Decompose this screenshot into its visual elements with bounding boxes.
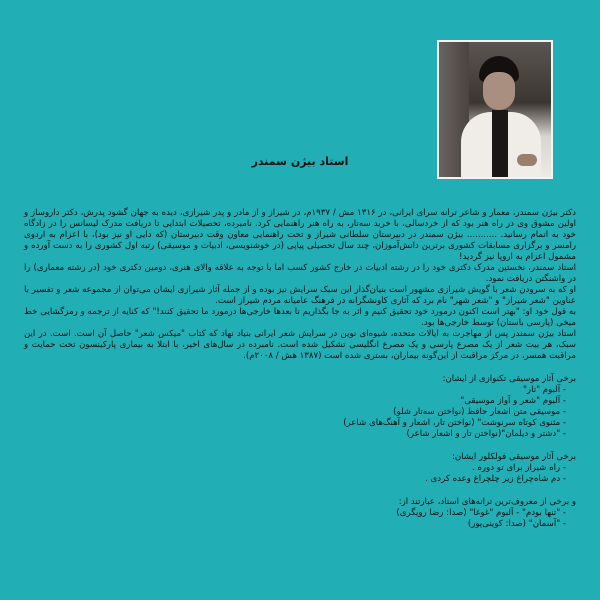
works-list [24, 508, 576, 530]
portrait-photo [437, 40, 553, 179]
list-item: - آلبوم "تار" [24, 385, 566, 396]
section-title: برخی آثار موسیقی فولکلور ایشان: [451, 452, 576, 462]
list-item: - "تنها بودم" - آلبوم "غوغا" (صدا: رضا رویگری) [24, 508, 566, 519]
list-item: - مثنوی کوتاه سرنوشت" (نواختن تار، اشعار و آهنگ‌های شاعر) [24, 418, 566, 429]
list-item: - موسیقی متن اشعار حافظ (نواختن سه‌تار شلو) [24, 407, 566, 418]
bio-paragraph: او که به سرودن شعر با گویش شیرازی مشهور است بنیان‌گذار این سبک سرایش نیز بوده و از جمله آثار شیرازی ایشان می‌توان از مجموعه شعر و تفسیر با عناوین "شعر شیراز" و "شعر شهر" نام برد که آثاری کاونشگرانه در فرهنگ عامیانه مردم شیراز است. [24, 285, 576, 306]
bio-paragraph: استاد بیژن سمندر پس از مهاجرت به ایالات متحده، شیوه‌ای نوین در سرایش شعر ایرانی بنیاد نهاد که کتاب "میکس شعر" حاصل آن است. است. در این سبک، هر بیت شعر از یک مصرع پارسی و یک مصرع انگلیسی تشکیل شده است. نامبرده در سال‌های اخیر، با ابتلا به بیماری پارکینسون تحت حمایت و مراقبت همسر، در مرکز مراقبت از این‌گونه بیماران، بستری شده است (۱۳۸۷ هش / ۲۰۰۸م). [24, 329, 576, 361]
works-list [24, 463, 576, 485]
list-item: - "آسمان" (صدا: کوینی‌پور) [24, 519, 566, 530]
page-title: استاد بیژن سمندر [251, 155, 349, 168]
list-item: - "دشتر و دیلمان"(نواختن تار و اشعار شاعر) [24, 429, 566, 440]
works-section-songs [24, 497, 576, 530]
section-title: و برخی از معروف‌ترین ترانه‌های استاد، عبارتند از: [398, 497, 576, 507]
list-item: - راه شیراز برای تو دوره . [24, 463, 566, 474]
bio-paragraph: دکتر بیژن سمندر، معمار و شاعر ترانه سرای ایرانی، در ۱۳۱۶ مش / ۱۹۳۷م، در شیراز و از مادر و پدر شیرازی، دیده به جهان گشود پدرش، دکتر داروساز و اولین مشوق وی در راه هنر بود که از خردسالی، با خرید سه‌تار، به راه هنر راهنمایی کرد. نامبرده، تحصیلات ابتدایی تا دریافت مدرک لیسانس را در زادگاه خود به اتمام رسانید. ........... بیژن سمندر در دبیرستان سلطانی شیراز و تحت راهنمایی معاون وقت دبیرستان (که دایی او نیز بود)، با اعزام به اردوی رامسر و برگزاری مسابقات کشوری برترین دانش‌آموزان، چند سال تحصیلی پیاپی (در خوشنویسی، ادبیات و موسیقی) رتبه اول کشوری را به دست آورده و مشمول اعزام به اروپا نیز گردید! [24, 208, 576, 262]
section-title: برخی آثار موسیقی تکنوازی از ایشان: [442, 374, 576, 384]
list-item: - آلبوم "شعر و آواز موسیقی" [24, 396, 566, 407]
list-item: - دم شاه‌چراغ زیر چلچراغ وعده کردی . [24, 474, 566, 485]
works-section-solo [24, 374, 576, 440]
works-list [24, 385, 576, 440]
bio-paragraph: استاد سمندر، نخستین مدرک دکتری خود را در رشته ادبیات در خارج کشور کسب اما با توجه به علاقه والای هنری، دومین دکتری خود (در رشته معماری) را در واشنگتن دریافت نمود. [24, 263, 576, 284]
biography-body [24, 208, 576, 530]
bio-paragraph: به قول خود او: "بهتر است اکنون درمورد خود تحقیق کنیم و اثر به جا بگذاریم تا بعدها خارجی‌ها درمورد ما تحقیق کنند!" که کنایه از ترجمه و رمزگشایی خط میخی (پارسی باستان) توسط خارجی‌ها بود. [24, 307, 576, 328]
works-section-folk [24, 452, 576, 485]
